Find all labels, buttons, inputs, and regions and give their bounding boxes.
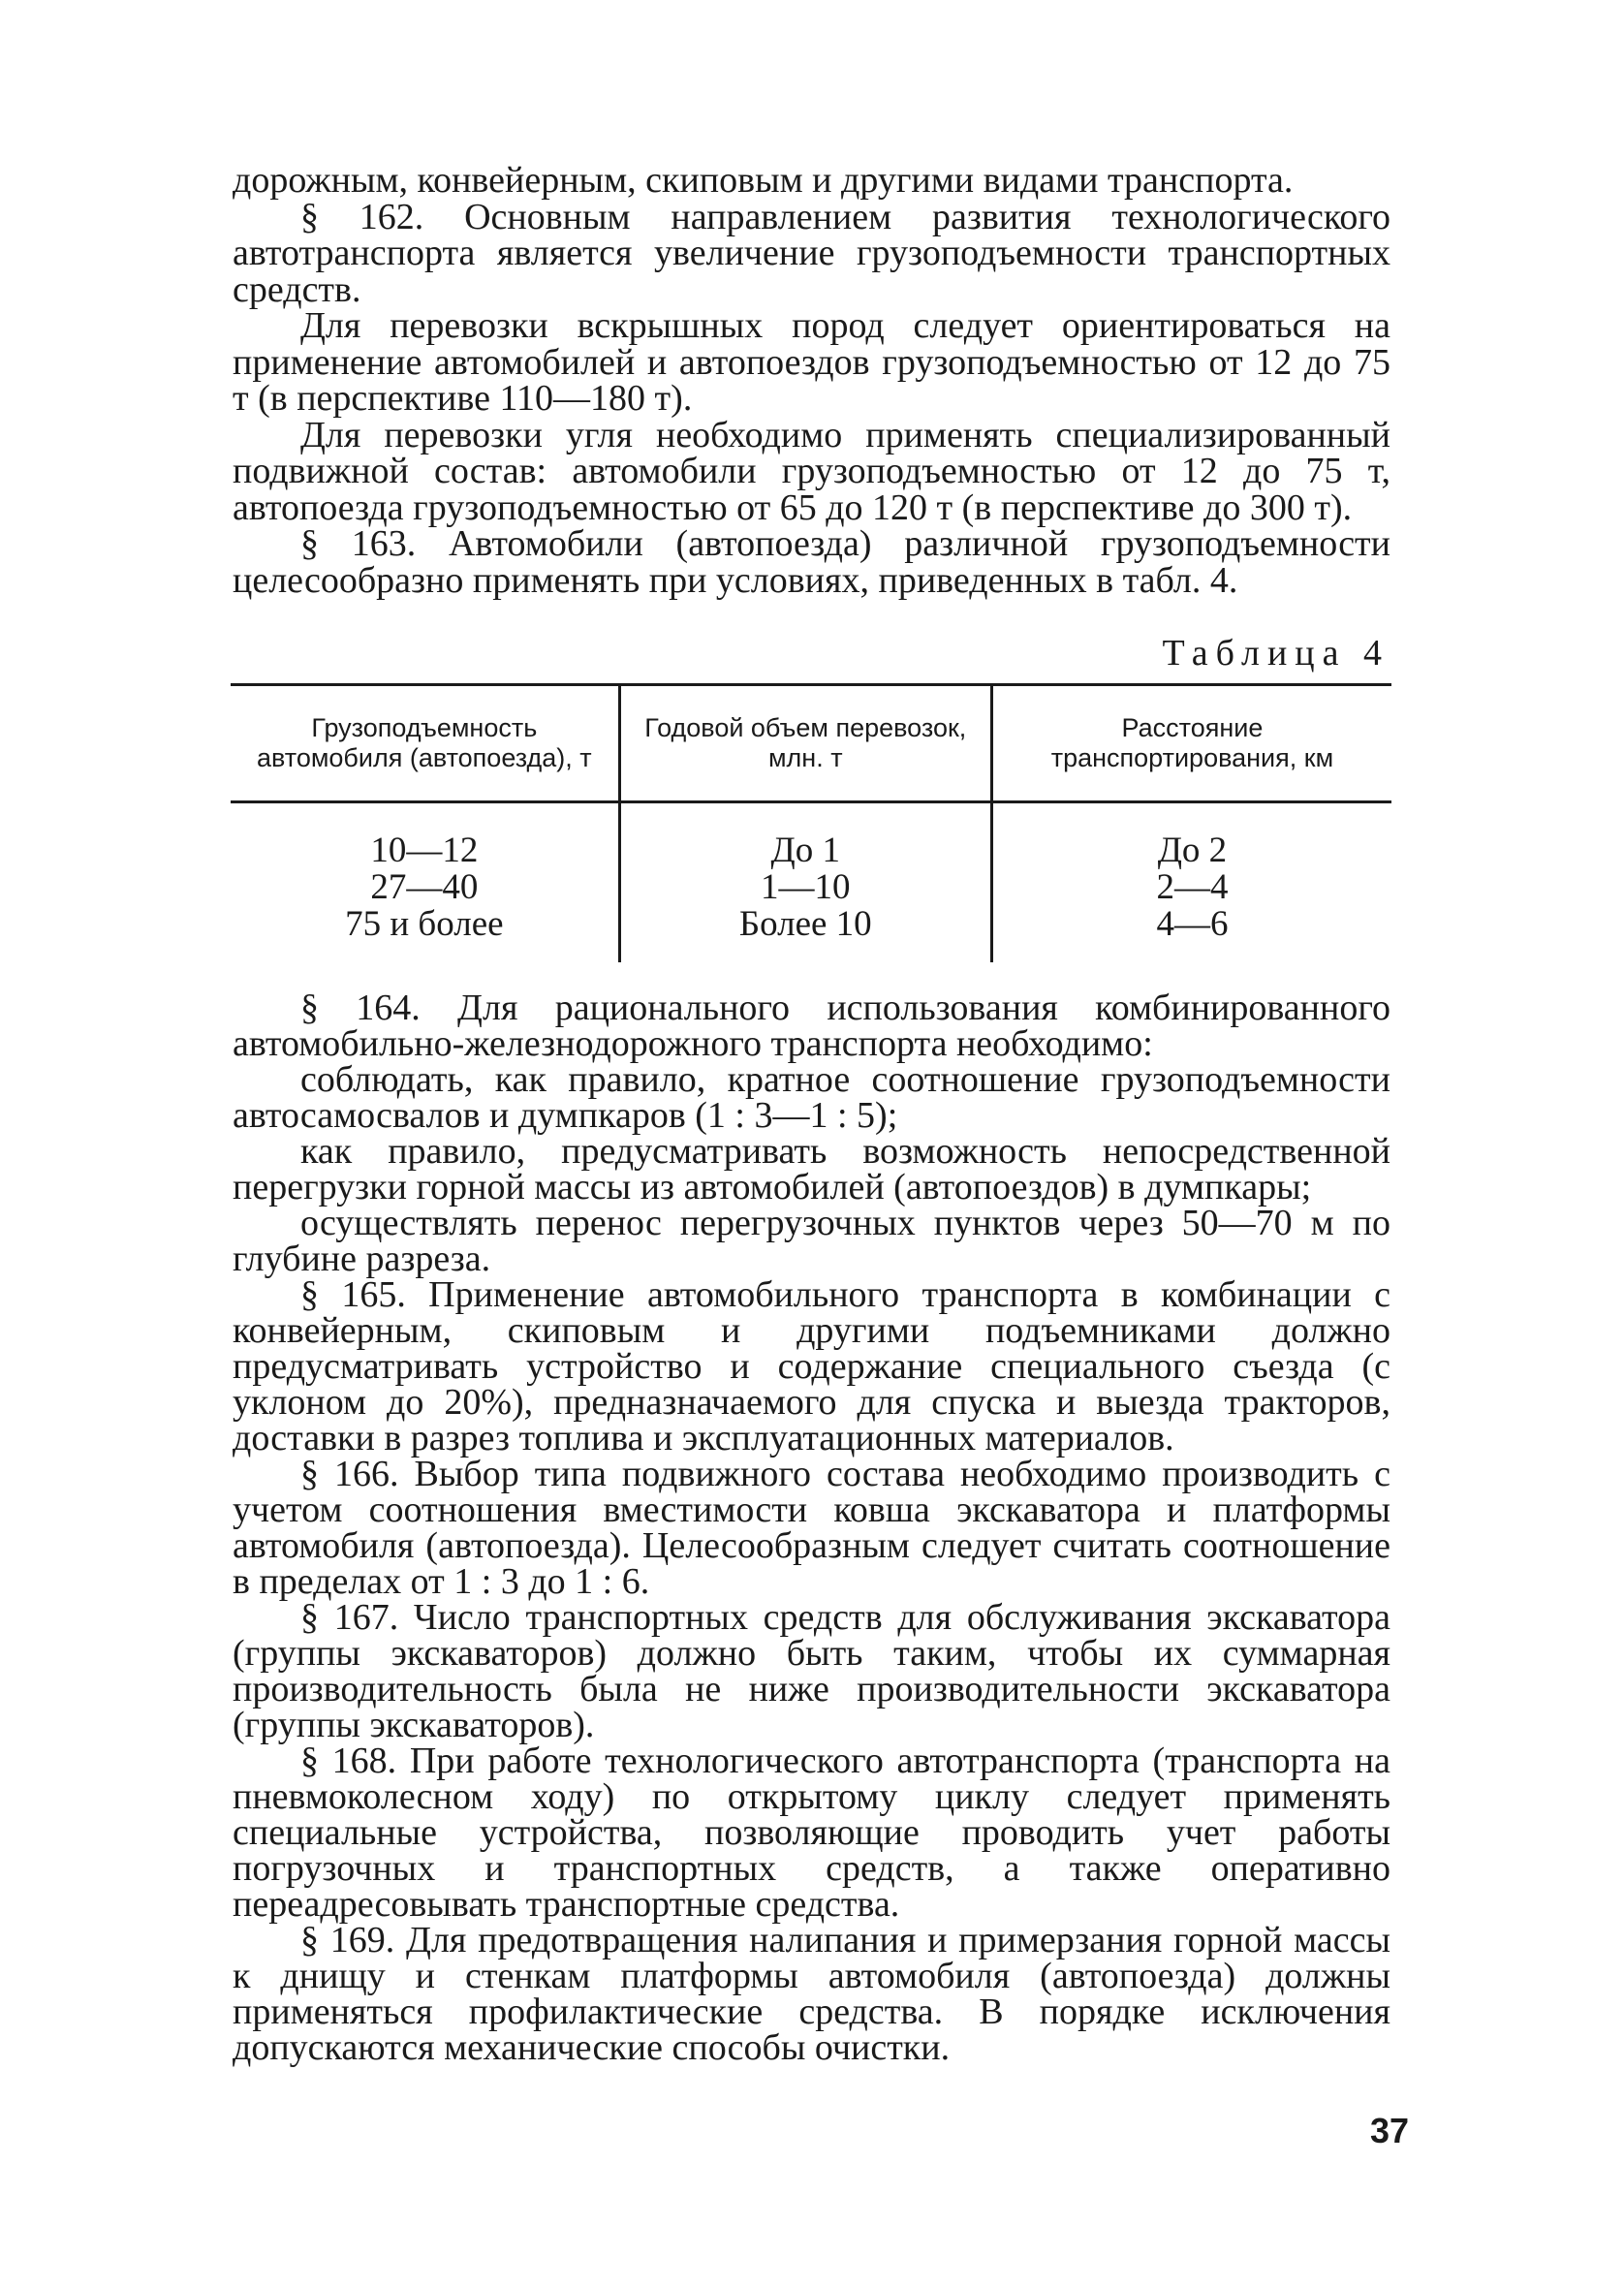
page-number: 37 bbox=[1369, 2111, 1409, 2150]
paragraph-163: § 163. Автомобили (автопоезда) различной грузоподъемности целесообразно применять при условиях, приведенных в табл. 4. bbox=[233, 523, 1390, 601]
header-distance: Расстояние транспортирования, км bbox=[991, 685, 1391, 802]
table-cell: 2—4 bbox=[1156, 867, 1229, 907]
table-cell: До 1 bbox=[770, 831, 841, 870]
paragraph-165: § 165. Применение автомобильного транспорта в комбинации с конвейерным, скиповым и другими подъемниками должно предусматривать устройство и содержание специального съезда (с уклоном до 20%), предназначаемого для спуска и выезда тракторов, доставки в разрез топлива и эксплуатационных материалов. bbox=[233, 1274, 1390, 1458]
paragraph-168: § 168. При работе технологического автотранспорта (транспорта на пневмоколесном ходу) по открытому циклу следует применять специальные устройства, позволяющие проводить учет работы погрузочных и транспортных средств, а также оперативно переадресовывать транспортные средства. bbox=[233, 1740, 1390, 1925]
table-cell: 1—10 bbox=[761, 867, 851, 907]
paragraph-continuation: дорожным, конвейерным, скиповым и другими видами транспорта. bbox=[233, 160, 1294, 201]
table-cell: 27—40 bbox=[370, 867, 479, 907]
column-capacity bbox=[231, 802, 619, 963]
paragraph-164-item-2: как правило, предусматривать возможность непосредственной перегрузки горной массы из автомобилей (автопоездов) в думпкары; bbox=[233, 1131, 1390, 1207]
paragraph-166: § 166. Выбор типа подвижного состава необходимо производить с учетом соотношения вместимости ковша экскаватора и платформы автомобиля (автопоезда). Целесообразным следует считать соотношение в пределах от 1 : 3 до 1 : 6. bbox=[233, 1454, 1390, 1602]
table-cell: До 2 bbox=[1157, 831, 1228, 870]
table-cell: Более 10 bbox=[738, 904, 872, 944]
paragraph-162: § 162. Основным направлением развития технологического автотранспорта является увеличение грузоподъемности транспортных средств. bbox=[233, 196, 1390, 310]
table-cell: 10—12 bbox=[370, 831, 479, 870]
table-4 bbox=[231, 683, 1391, 962]
table-row bbox=[231, 802, 1391, 963]
table-header-row bbox=[231, 685, 1391, 802]
table-cell: 75 и более bbox=[345, 904, 504, 944]
column-annual-volume bbox=[619, 802, 991, 963]
paragraph-164: § 164. Для рационального использования комбинированного автомобильно-железнодорожного транспорта необходимо: bbox=[233, 988, 1390, 1064]
table-caption: Таблица 4 bbox=[1162, 633, 1390, 674]
paragraph-overburden: Для перевозки вскрышных пород следует ориентироваться на применение автомобилей и автопоездов грузоподъемностью от 12 до 75 т (в перспективе 110—180 т). bbox=[233, 305, 1390, 419]
paragraph-164-item-3: осуществлять перенос перегрузочных пунктов через 50—70 м по глубине разреза. bbox=[233, 1203, 1390, 1279]
header-capacity: Грузоподъемность автомобиля (автопоезда), т bbox=[231, 685, 619, 802]
paragraph-169: § 169. Для предотвращения налипания и примерзания горной массы к днищу и стенкам платформы автомобиля (автопоезда) должны применяться профилактические средства. В порядке исключения допускаются механические способы очистки. bbox=[233, 1920, 1390, 2068]
paragraph-167: § 167. Число транспортных средств для обслуживания экскаватора (группы экскаваторов) должно быть таким, чтобы их суммарная производительность была не ниже производительности экскаватора (группы экскаваторов). bbox=[233, 1597, 1390, 1745]
paragraph-coal: Для перевозки угля необходимо применять специализированный подвижной состав: автомобили грузоподъемностью от 12 до 75 т, автопоезда грузоподъемностью от 65 до 120 т (в перспективе до 300 т). bbox=[233, 414, 1390, 528]
paragraph-164-item-1: соблюдать, как правило, кратное соотношение грузоподъемности автосамосвалов и думпкаров (1 : 3—1 : 5); bbox=[233, 1059, 1390, 1136]
table-cell: 4—6 bbox=[1156, 904, 1229, 944]
header-annual-volume: Годовой объем перевозок, млн. т bbox=[619, 685, 991, 802]
column-distance bbox=[991, 802, 1391, 963]
text-section-bottom bbox=[233, 990, 1390, 2066]
text-section-top bbox=[233, 160, 1390, 601]
